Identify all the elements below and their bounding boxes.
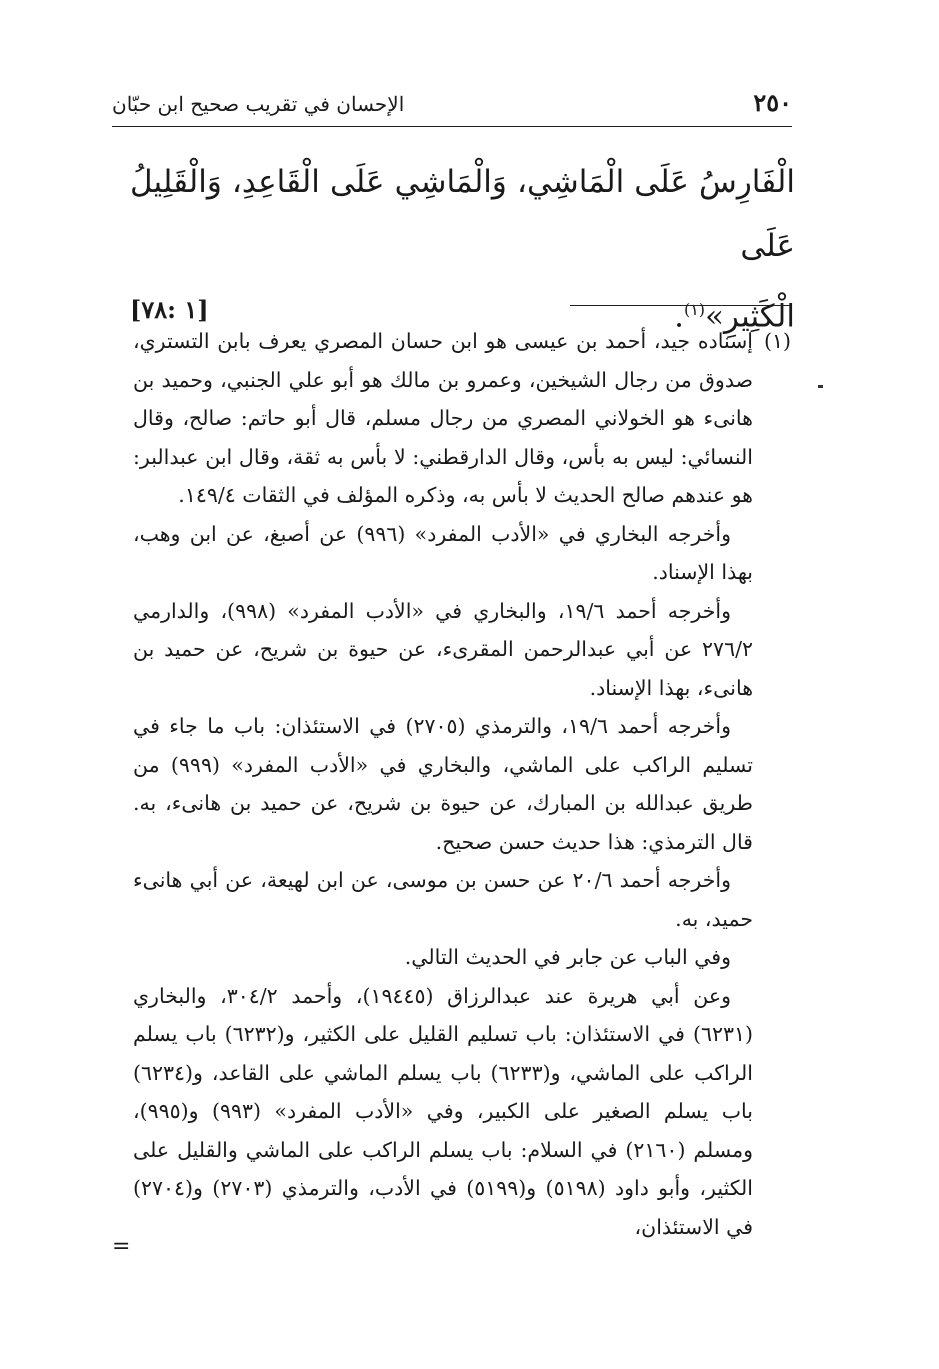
footnote-paragraph: وعن أبي هريرة عند عبدالرزاق (١٩٤٤٥)، وأحمد ٣٠٤/٢، والبخاري (٦٢٣١) في الاستئذان: باب تسليم القليل على الكثير، و(٦٢٣٢) باب يسلم الراكب على الماشي، و(٦٢٣٣) باب يسلم الماشي على القاعد، و(٦٢٣٤) باب يسلم الصغير على الكبير، وفي «الأدب المفرد» (٩٩٣) و(٩٩٥)، ومسلم (٢١٦٠) في السلام: باب يسلم الراكب على الماشي والقليل على الكثير، وأبو داود (٥١٩٨) و(٥١٩٩) في الأدب، والترمذي (٢٧٠٣) و(٢٧٠٤) في الاستئذان، (133, 983, 754, 1239)
footnote-paragraph: وأخرجه أحمد ٢٠/٦ عن حسن بن موسى، عن ابن لهيعة، عن أبي هانىء حميد، به. (133, 868, 753, 931)
footnote-body (133, 322, 753, 1246)
footnote-marker: (١) (683, 300, 706, 319)
footnote-paragraph: وفي الباب عن جابر في الحديث التالي. (404, 945, 731, 969)
footnote-paragraph: وأخرجه البخاري في «الأدب المفرد» (٩٩٦) عن أصبغ، عن ابن وهب، بهذا الإسناد. (133, 521, 753, 584)
hadith-line-2-end: . (674, 298, 684, 335)
continuation-mark: = (112, 1234, 131, 1259)
hadith-line-1: الْفَارِسُ عَلَى الْمَاشِي، وَالْمَاشِي عَلَى الْقَاعِدِ، وَالْقَلِيلُ عَلَى (130, 164, 795, 264)
footnote (133, 322, 791, 1246)
footnote-paragraph: إسناده جيد، أحمد بن عيسى هو ابن حسان المصري يعرف بابن التستري، صدوق من رجال الشيخين، وعمرو بن مالك هو أبو علي الجنبي، وحميد بن هانىء هو الخولاني المصري من رجال مسلم، قال أبو حاتم: صالح، وقال النسائي: ليس به بأس، وقال الدارقطني: لا بأس به ثقة، وقال ابن عبدالبر: هو عندهم صالح الحديث لا بأس به، وذكره المؤلف في الثقات ١٤٩/٤. (133, 329, 753, 507)
hadith-reference: [١ :٧٨] (130, 295, 209, 324)
footnote-separator (570, 305, 790, 306)
page-header (112, 86, 792, 127)
margin-mark (818, 385, 823, 388)
footnote-paragraph: وأخرجه أحمد ١٩/٦، والبخاري في «الأدب المفرد» (٩٩٨)، والدارمي ٢٧٦/٢ عن أبي عبدالرحمن المقرىء، عن حيوة بن شريح، عن حميد بن هانىء، بهذا الإسناد. (133, 598, 753, 700)
page-number: ٢٥٠ (753, 88, 792, 117)
footnote-number: (١) (763, 329, 791, 353)
hadith-text (130, 150, 795, 348)
hadith-line-2-text: الْكَثِيرِ» (705, 298, 795, 335)
footnote-paragraph: وأخرجه أحمد ١٩/٦، والترمذي (٢٧٠٥) في الاستئذان: باب ما جاء في تسليم الراكب على الماشي، والبخاري في «الأدب المفرد» (٩٩٩) من طريق عبدالله بن المبارك، عن حيوة بن شريح، عن حميد بن هانىء، به. قال الترمذي: هذا حديث حسن صحيح. (133, 714, 753, 854)
running-title: الإحسان في تقريب صحيح ابن حبّان (112, 92, 405, 116)
